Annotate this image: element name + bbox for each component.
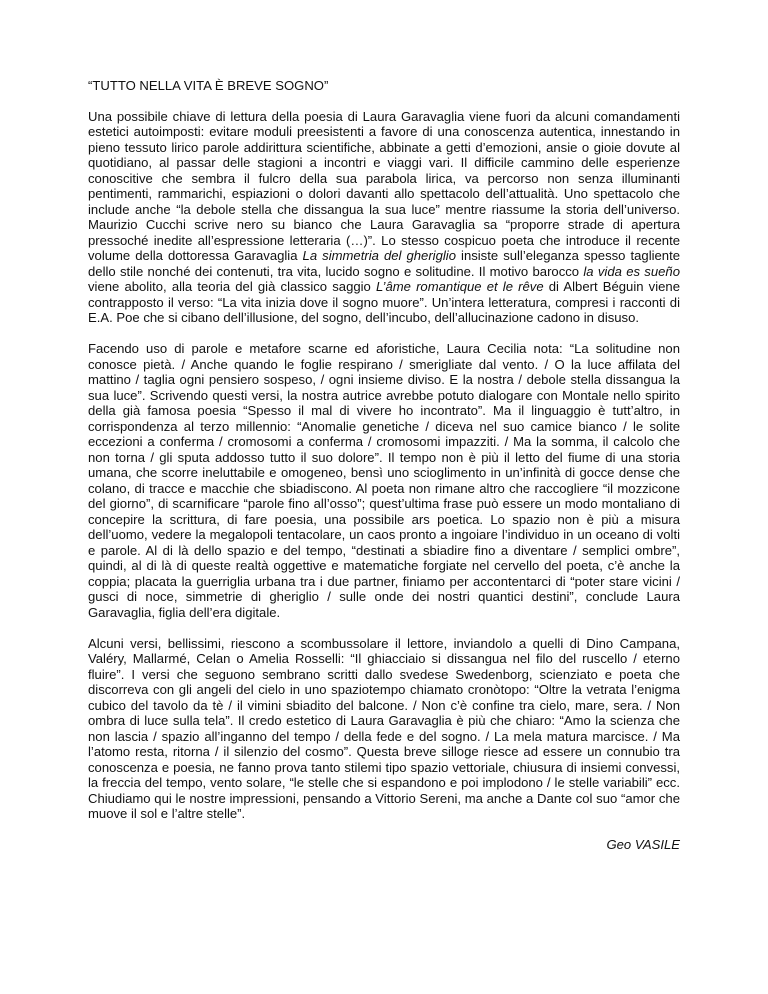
paragraph [88,341,680,620]
italic-title-text: la vida es sueño [583,263,680,279]
italic-title-text: La simmetria del gheriglio [302,248,456,263]
article-body [88,109,680,822]
author-signature: Geo VASILE [606,837,680,852]
paragraph-text: insiste sull’eleganza spesso tagliente dello stile nonché dei contenuti, tra vita, lucido sogno e solitudine. Il motivo barocco [88,248,680,279]
document-page [88,78,680,853]
paragraph-text: viene abolito, alla teoria del già classico saggio [88,279,376,294]
paragraph [88,109,680,326]
paragraph-text: Alcuni versi, bellissimi, riescono a scombussolare il lettore, inviandolo a quelli di Dino Campana, Valéry, Mallarmé, Celan o Amelia Rosselli: “Il ghiacciaio si dissangua nel filo del ruscello / eterno fluire”. I versi che seguono sembrano scritti dallo svedese Swedenborg, scienziato e poeta che discorreva con gli angeli del cielo in uno spaziotempo chiamato cronòtopo: “Oltre la vetrata l’enigma cubico del tavolo da tè / il vimini sbiadito del balcone. / Non c’è confine tra cielo, mare, sera. / Non ombra di luce sulla tela”. Il credo estetico di Laura Garavaglia è più che chiaro: “Amo la scienza che non lascia / spazio all’inganno del tempo / della fede e del sogno. / La mela matura marcisce. / Ma l’atomo resta, ritorna / il silenzio del cosmo”. Questa breve silloge riesce ad essere un connubio tra conoscenza e poesia, ne fanno prova tanto stilemi tipo spazio vettoriale, chiusura di insiemi convessi, la freccia del tempo, vento solare, “le stelle che si espandono e poi implodono / le stelle variabili” ecc. Chiudiamo qui le nostre impressioni, pensando a Vittorio Sereni, ma anche a Dante col suo “amor che muove il sol e l’altre stelle”. [88,635,680,821]
paragraph-text: di Albert Béguin viene contrapposto il verso: “La vita inizia dove il sogno muore”. Un’intera letteratura, compresi i racconti di E.A. Poe che si cibano dell’illusione, del sogno, dell’incubo, dell’allucinazione cadono in disuso. [88,279,680,325]
page-title: “TUTTO NELLA VITA È BREVE SOGNO” [88,78,329,93]
paragraph-text: Una possibile chiave di lettura della poesia di Laura Garavaglia viene fuori da alcuni comandamenti estetici autoimposti: evitare moduli preesistenti a favore di una conoscenza autentica, innestando in pieno tessuto lirico parole addirittura scientifiche, abbinate a getti d’emozioni, ansie o gioie dovute al quotidiano, al passar delle stagioni a incontri e viaggi vari. Il difficile cammino delle esperienze conoscitive che sembra il fulcro della sua parabola lirica, va percorso non senza illuminanti pentimenti, rammarichi, espiazioni o dolori davanti allo spettacolo dell’attualità. Uno spettacolo che include anche “la debole stella che dissangua la sua luce” mentre riassume la storia dell’universo. Maurizio Cucchi scrive nero su bianco che Laura Garavaglia sa “proporre strade di apertura pressoché inedite all’espressione letteraria (…)”. Lo stesso cospicuo poeta che introduce il recente volume della dottoressa Garavaglia [88,108,680,263]
paragraph [88,636,680,822]
italic-title-text: L’âme romantique et le rêve [375,279,544,294]
paragraph-text: Facendo uso di parole e metafore scarne ed aforistiche, Laura Cecilia nota: “La solitudine non conosce pietà. / Anche quando le foglie respirano / smerigliate dal vento. / O la luce affilata del mattino / taglia ogni pensiero sospeso, / ogni insieme diviso. E la nostra / debole stella dissangua la sua luce”. Scrivendo questi versi, la nostra autrice avrebbe potuto dialogare con Montale nello spirito della già famosa poesia “Spesso il mal di vivere ho incontrato”. Ma il linguaggio è tutt’altro, in corrispondenza al terzo millennio: “Anomalie genetiche / diceva nel suo camice bianco / le solite eccezioni a conferma / cromosomi a conferma / cromosomi impazziti. / Ma la somma, il calcolo che non torna / gli sputa addosso tutto il suo dolore”. Il tempo non è più il letto del fiume di una storia umana, che scorre ineluttabile e omogeneo, bensì uno scioglimento in un’infinità di gocce dense che colano, di tracce e macchie che sbiadiscono. Al poeta non rimane altro che raccogliere “il mozzicone del giorno”, di scarnificare “parole fino all’osso”; quest’ultima frase può essere un modo montaliano di concepire la scrittura, di fare poesia, una possibile ars poetica. Lo spazio non è più a misura dell’uomo, vedere la megalopoli tentacolare, un caos pronto a ingoiare l’individuo in un oceano di volti e parole. Al di là dello spazio e del tempo, “destinati a sbiadire fino a diventare / semplici ombre”, quindi, al di là di queste realtà oggettive e matematiche forgiate nel cervello del poeta, c’è anche la coppia; placata la guerriglia urbana tra i due partner, finiamo per accontentarci di “poter stare vicini / gusci di noce, simmetrie di gheriglio / sulle onde dei nostri quantici destini”, conclude Laura Garavaglia, figlia dell’era digitale. [88,341,680,620]
